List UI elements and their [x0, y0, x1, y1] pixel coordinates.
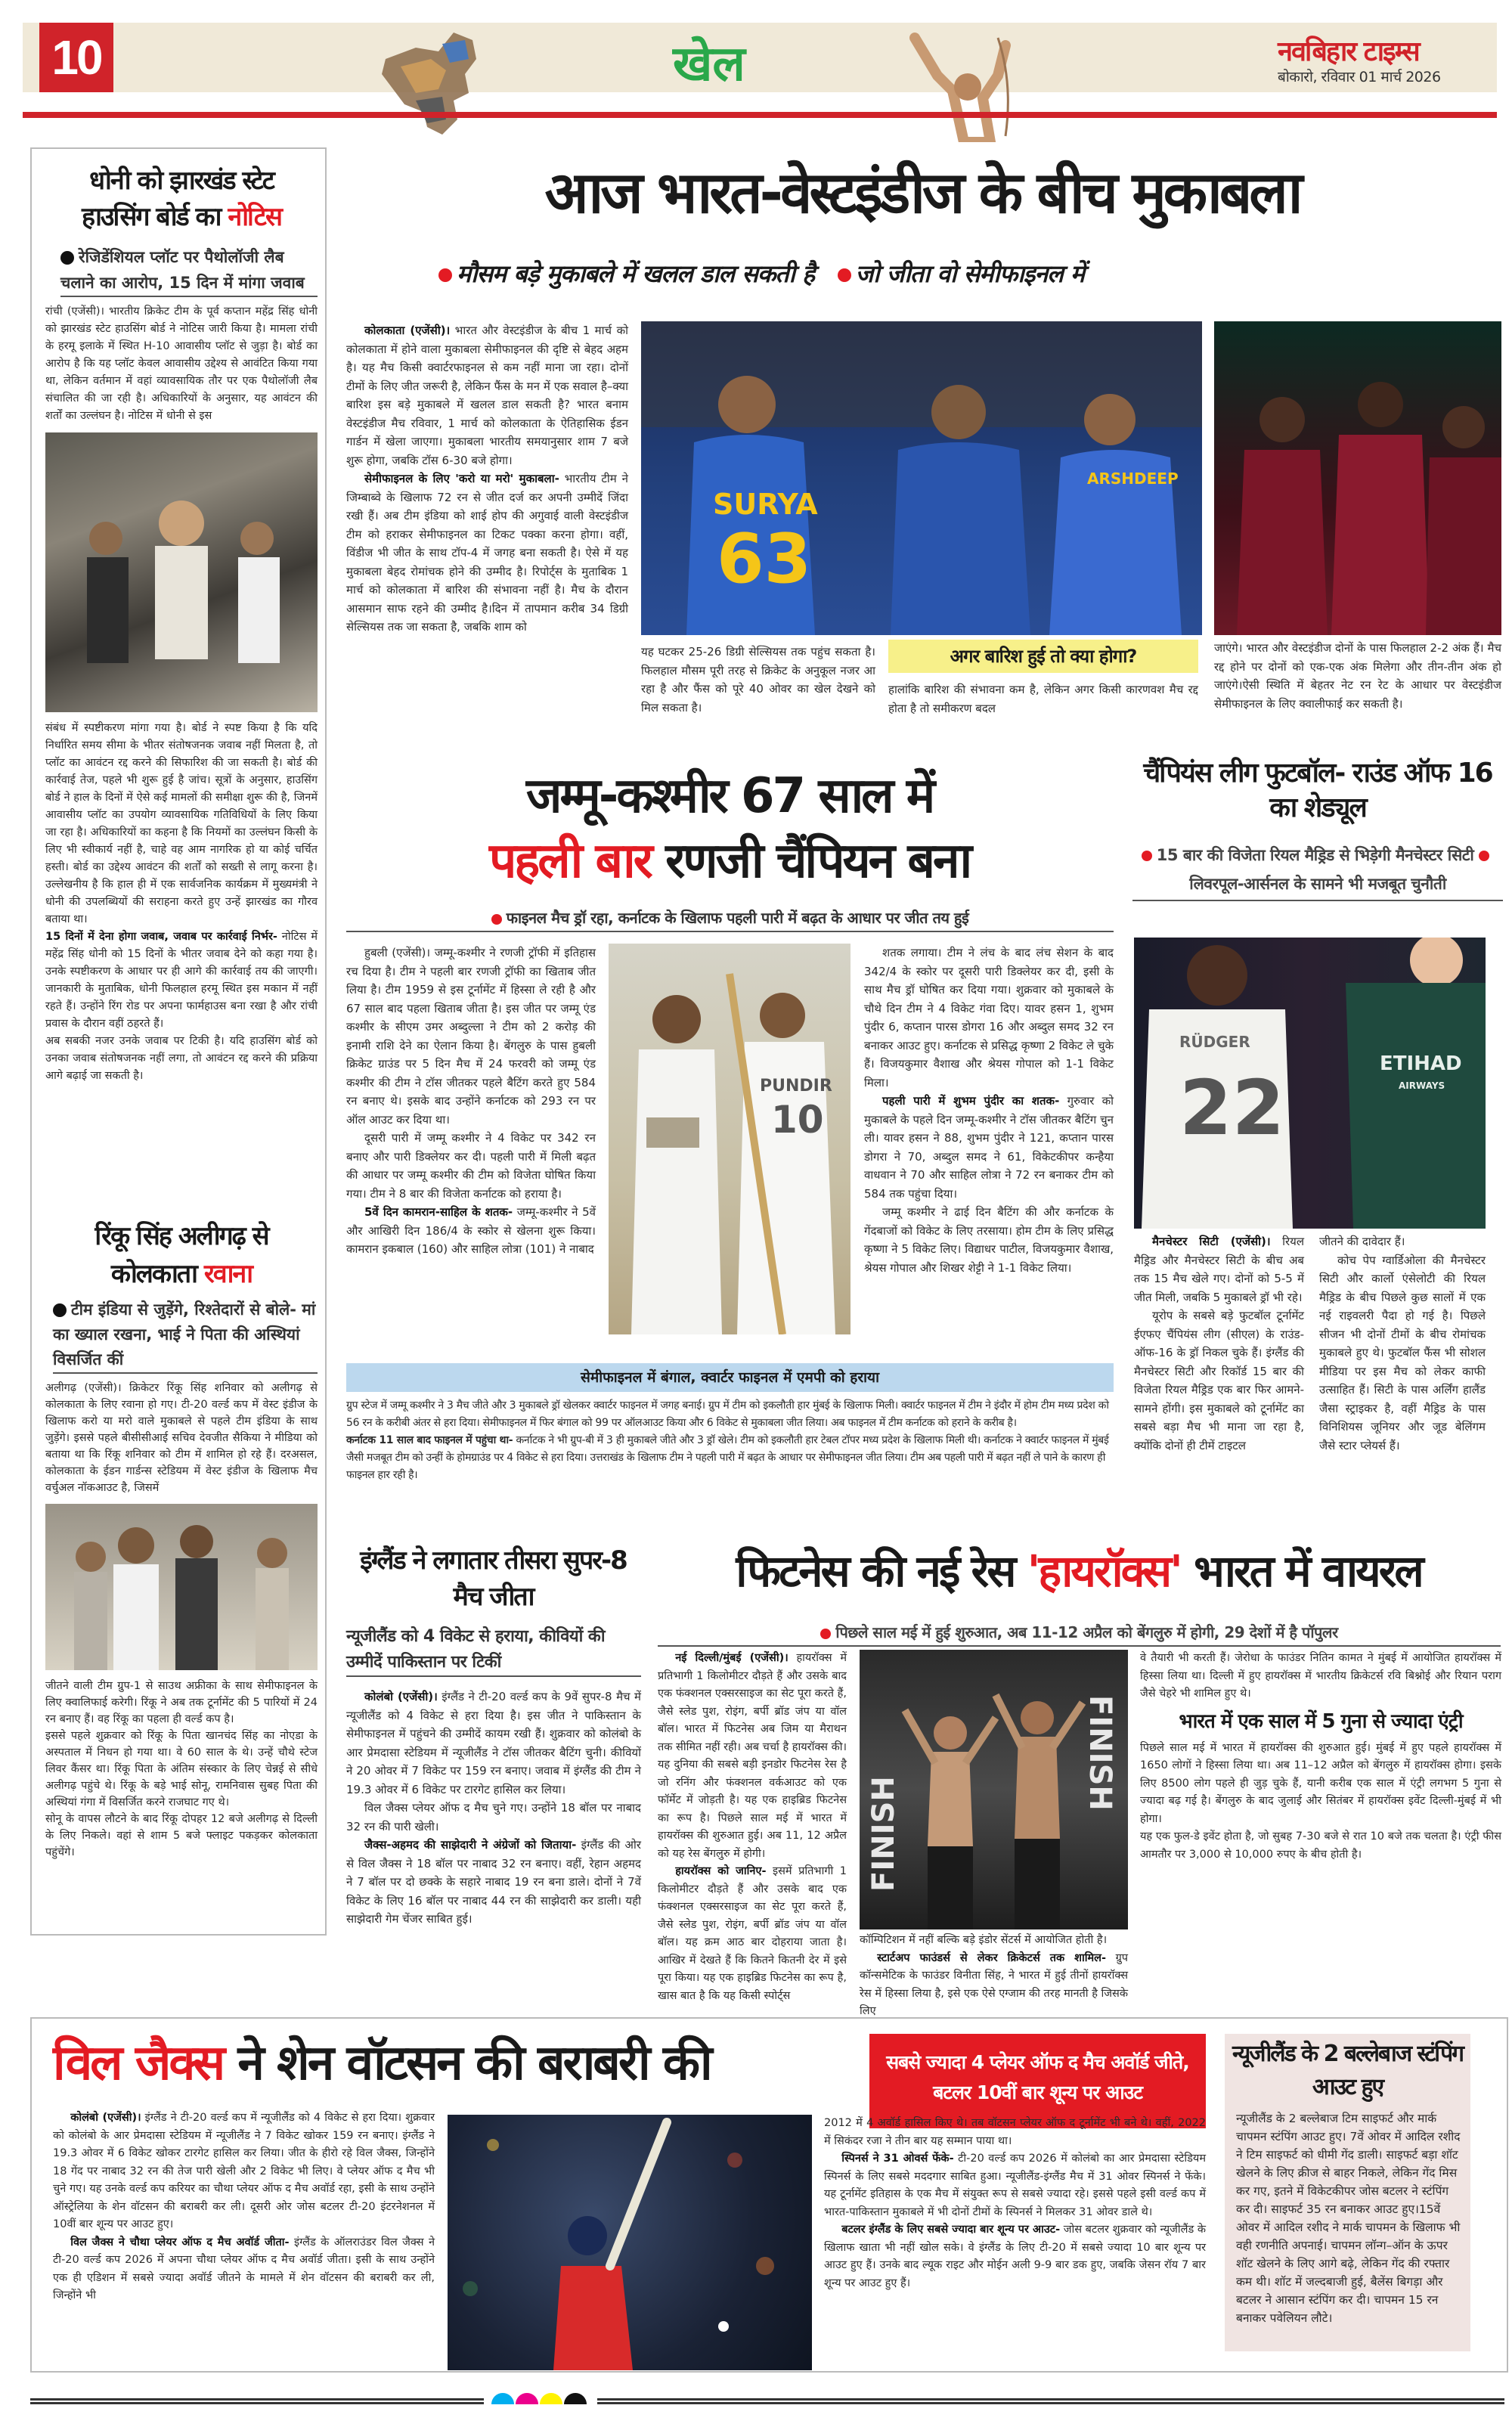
- ind-wi-body-5: जाएंगे। भारत और वेस्टइंडीज दोनों के पास फिलहाल 2-2 अंक हैं। मैच रद्द होने पर दोनों को एक-एक अंक मिलेगा और तीन-तीन अंक हो जाएंगे।ऐसी स्थिति में बेहतर नेट रन रेट के आधार पर वेस्टइंडीज सेमीफाइनल के लिए क्वालीफाई कर सकती है।: [1214, 641, 1501, 711]
- rain-box-title: अगर बारिश हुई तो क्या होगा?: [888, 640, 1198, 673]
- eng-nz-dateline: कोलंबो (एजेंसी)।: [364, 1690, 438, 1703]
- bullet-icon: [1479, 851, 1489, 861]
- jk-players-photo: [609, 944, 850, 1334]
- ucl-col2-p2: कोच पेप ग्वार्डिओला की मैनचेस्टर सिटी और कार्लो एंसेलोटी की रियल मैड्रिड के बीच पिछले कुछ सालों में एक नई राइवलरी पैदा हो गई है। पिछले सीजन भी दोनों टीमों के बीच रोमांचक मुकाबले हुए थे। फुटबॉल फैंस भी सोशल मीडिया पर इस मैच को लेकर काफी उत्साहित हैं। सिटी के पास अर्लिंग हालैंड जैसा स्ट्राइकर है, वहीं मैड्रिड के पास विनिशियस जूनियर और जूड बेलिंगम जैसे स्टार प्लेयर्स हैं।: [1319, 1253, 1486, 1452]
- dhoni-story: [45, 163, 318, 1085]
- bullet-icon: [820, 1629, 831, 1639]
- rinku-body-1: अलीगढ़ (एजेंसी)। क्रिकेटर रिंकू सिंह शनिवार को अलीगढ़ से कोलकाता के लिए रवाना हो गए। टी-20 वर्ल्ड कप में वेस्ट इंडीज के खिलाफ करो या मरो वाले मुकाबले से पहले टीम इंडिया के साथ जुड़ेंगे। इससे पहले बीसीसीआई सचिव देवजीत सैकिया ने मीडिया को बताया था कि रिंकू शनिवार को टीम में शामिल हो रहे हैं। दरअसल, कोलकाता के ईडन गार्डन्स स्टेडियम में वेस्ट इंडीज के खिलाफ मैच वर्चुअल नॉकआउट है, जिसमें: [45, 1382, 318, 1494]
- dhoni-body-1: रांची (एजेंसी)। भारतीय क्रिकेट टीम के पूर्व कप्तान महेंद्र सिंह धोनी को झारखंड स्टेट हाउसिंग बोर्ड ने नोटिस जारी किया है। मामला रांची के हरमू इलाके में स्थित H-10 आवासीय प्लॉट से जुड़ा है। बोर्ड का आरोप है कि यह प्लॉट केवल आवासीय उद्देश्य से आवंटित किया गया था, लेकिन वर्तमान में वहां व्यावसायिक तौर पर एक पैथोलॉजी लैब संचालित की जा रही है। अधिकारियों के अनुसार, यह आवंटन की शर्तों का उल्लंघन है। नोटिस में धोनी से इस: [45, 305, 318, 422]
- newspaper-name: नवबिहार टाइम्स: [1278, 36, 1419, 67]
- hyrox-col3-p3: यह एक फुल-डे इवेंट होता है, जो सुबह 7-30 बजे से रात 10 बजे तक चलता है। एंट्री फीस आमतौर पर 3,000 से 10,000 रुपए के बीच होती है।: [1140, 1830, 1501, 1861]
- jacks-col1-p2-lead: विल जैक्स ने चौथा प्लेयर ऑफ द मैच अवॉर्ड जीता-: [70, 2236, 290, 2249]
- bullet-icon: [491, 914, 502, 925]
- dhoni-subhead: [60, 244, 318, 297]
- jk-band-p2: कर्नाटक ने भी ग्रुप-बी में 3 ही मुकाबले जीते और 3 ड्रॉ खेले। टीम को इकलौती हार टेबल टॉपर मध्य प्रदेश के खिलाफ मिली थी। कर्नाटक ने क्वार्टर फाइनल में मुंबई जैसी मजबूत टीम को उन्हीं के होमग्राउंड पर 4 विकेट से हरा दिया। उत्तराखंड के खिलाफ टीम ने पहली पारी में बढ़त के आधार पर सेमीफाइनल जीत लिया। टीम अब पहली पारी में बढ़त नहीं ले पाने के कारण ही फाइनल हार रही है।: [346, 1434, 1109, 1481]
- jacks-headline-red: विल जैक्स: [53, 2035, 224, 2091]
- ind-wi-dateline: कोलकाता (एजेंसी)।: [364, 324, 451, 337]
- jersey-number-text: 63: [717, 519, 812, 599]
- sponsor-text: ETIHAD: [1380, 1052, 1462, 1075]
- dhoni-crowd-photo: [45, 432, 318, 712]
- jacks-col2-p2-lead: स्पिनर्स ने 31 ओवर्स फेंके-: [841, 2153, 954, 2165]
- dhoni-body-4: अब सबकी नजर उनके जवाब पर टिकी है। यदि हाउसिंग बोर्ड को उनका जवाब संतोषजनक नहीं लगा, तो आवंटन रद्द करने की प्रक्रिया आगे बढ़ाई जा सकती है।: [45, 1035, 318, 1082]
- jk-col1-p3: जम्मू-कश्मीर ने 5वें और आखिरी दिन 186/4 के स्कोर से खेलना शुरू किया। कामरान इकबाल (160) और साहिल लोत्रा (101) ने नाबाद: [346, 1205, 596, 1256]
- hyrox-photo-caption: [860, 1932, 1128, 2021]
- ind-wi-body: [346, 321, 628, 637]
- section-title: खेल: [673, 36, 745, 92]
- rinku-headline-line2: कोलकाता: [110, 1259, 197, 1289]
- ind-wi-bullet-1: मौसम बड़े मुकाबले में खलल डाल सकती है: [457, 259, 815, 288]
- archer-statue-image: [892, 30, 1043, 142]
- bullet-icon: [1142, 851, 1152, 861]
- ucl-col-2: [1319, 1232, 1486, 1455]
- jk-band-title: सेमीफाइनल में बंगाल, क्वार्टर फाइनल में एमपी को हराया: [346, 1363, 1114, 1392]
- rinku-subhead-text: टीम इंडिया से जुड़ेंगे, रिश्तेदारों से बोले- मां का ख्याल रखना, भाई ने पिता की अस्थियां विसर्जित कीं: [53, 1300, 316, 1368]
- jk-col-1: [346, 944, 596, 1259]
- eng-nz-body-3: इंग्लैंड की ओर से विल जैक्स ने 18 बॉल पर नाबाद 32 रन बनाए। वहीं, रेहान अहमद ने 7 बॉल पर दो छक्के के सहारे नाबाद 19 रन बना डाले। दोनों ने 7वें विकेट के लिए 16 बॉल पर नाबाद 44 रन की साझेदारी कर डाली। यही साझेदारी गेम चेंजर साबित हुई।: [346, 1838, 642, 1926]
- jk-subhead-text: फाइनल मैच ड्रॉ रहा, कर्नाटक के खिलाफ पहली पारी में बढ़त के आधार पर जीत तय हुई: [506, 909, 969, 927]
- jk-band-p1: ग्रुप स्टेज में जम्मू कश्मीर ने 3 मैच जीते और 3 मुकाबले ड्रॉ खेलकर क्वार्टर फाइनल में जगह बनाई। ग्रुप में टीम को इकलौती हार मुंबई के खिलाफ मिली। क्वार्टर फाइनल में टीम ने इंदौर में होम टीम मध्य प्रदेश को 56 रन के करीबी अंतर से हरा दिया। सेमीफाइनल में फिर बंगाल को 99 पर ऑलआउट किया और 6 विकेट से मुकाबला जीत लिया। अब फाइनल में टीम कर्नाटक को हराने के करीब है।: [346, 1399, 1109, 1429]
- jk-band-body: [346, 1397, 1114, 1484]
- jk-col2-p3: जम्मू कश्मीर ने ढाई दिन बैटिंग की और कर्नाटक के गेंदबाजों को विकेट के लिए तरसाया। होम टीम के लिए प्रसिद्ध कृष्णा ने 5 विकेट लिए। विद्याधर पाटील, विजयकुमार वैशाख, श्रेयस गोपाल और शिखर शेट्टी ने 1-1 विकेट लिया।: [864, 1205, 1114, 1275]
- ind-wi-body-2-lead: सेमीफाइनल के लिए 'करो या मरो' मुकाबला-: [364, 472, 559, 485]
- rinku-family-photo: [45, 1504, 318, 1670]
- rinku-headline-red: रवाना: [203, 1259, 253, 1289]
- hyrox-col-3: [1140, 1650, 1501, 1864]
- dhoni-headline-line2: हाउसिंग बोर्ड का: [82, 202, 221, 232]
- jk-col1-p3-lead: 5वें दिन कामरान-साहिल के शतक-: [364, 1205, 513, 1219]
- jacks-col-1: [53, 2109, 435, 2305]
- jersey-name-text-2: ARSHDEEP: [1087, 470, 1179, 488]
- ind-wi-bullets: [438, 257, 1421, 290]
- ucl-bullet-1: 15 बार की विजेता रियल मैड्रिड से भिड़ेगी मैनचेस्टर सिटी: [1156, 846, 1474, 864]
- print-rule-right: [597, 2398, 1504, 2404]
- rinku-headline: [45, 1217, 318, 1293]
- ind-wi-headline: आज भारत-वेस्टइंडीज के बीच मुकाबला: [544, 159, 1300, 226]
- ucl-headline: चैंपियंस लीग फुटबॉल- राउंड ऑफ 16 का शेड्यूल: [1143, 758, 1492, 823]
- rinku-headline-line1: रिंकू सिंह अलीगढ़ से: [94, 1221, 268, 1251]
- dhoni-body-3: [45, 928, 318, 1033]
- finish-banner-text-right: FINISH: [1083, 1695, 1117, 1811]
- ucl-col1-p1: रियल मैड्रिड और मैनचेस्टर सिटी के बीच अब तक 15 मैच खेले गए। दोनों को 5-5 में जीत मिली, जबकि 5 मुकाबले ड्रॉ भी रहे।: [1134, 1235, 1304, 1304]
- west-indies-team-photo: [1214, 321, 1501, 635]
- dhoni-body-2: संबंध में स्पष्टीकरण मांगा गया है। बोर्ड ने स्पष्ट किया है कि यदि निर्धारित समय सीमा के भीतर संतोषजनक जवाब नहीं मिलता है, तो प्लॉट का आवंटन रद्द करने की सिफारिश की जा सकती है। बोर्ड की कार्रवाई तेज, पहले भी शुरू हुई है जांच। सूत्रों के अनुसार, हाउसिंग बोर्ड ने हाल के दिनों में ऐसे कई मामलों की समीक्षा शुरू की है, जिनमें आवासीय प्लॉट का उपयोग व्यावसायिक गतिविधियों के लिए किया जा रहा है। अधिकारियों का कहना है कि नियमों का उल्लंघन किसी के लिए भी स्वीकार्य नहीं है, चाहे वह आम नागरिक हो या कोई चर्चित हस्ती। बोर्ड का उद्देश्य आवंटन की शर्तों को सख्ती से लागू करना है। उल्लेखनीय है कि हाल ही में एक सार्वजनिक कार्यक्रम में मुख्यमंत्री ने धोनी की उपलब्धियों की सराहना करते हुए उन्हें झारखंड का गौरव बताया था।: [45, 722, 318, 925]
- dhoni-headline-line1: धोनी को झारखंड स्टेट: [89, 166, 274, 196]
- hyrox-athletes-photo: [860, 1650, 1128, 1929]
- finish-banner-text-left: FINISH: [866, 1776, 901, 1892]
- jersey-number-text: 22: [1179, 1064, 1285, 1152]
- masthead-band: [23, 23, 1497, 92]
- jacks-col1-p1: इंग्लैंड ने टी-20 वर्ल्ड कप में न्यूजीलैंड को 4 विकेट से हरा दिया। शुक्रवार को कोलंबो के आर प्रेमदासा स्टेडियम में न्यूजीलैंड ने 7 विकेट खोकर 159 रन बनाए। इंग्लैंड ने 19.3 ओवर में 6 विकेट खोकर टारगेट हासिल कर लिया। जीत के हीरो रहे विल जैक्स, जिन्होंने 18 गेंद पर नाबाद 32 रन की तेज पारी खेली और 2 विकेट भी लिए। वे प्लेयर ऑफ द मैच भी चुने गए। यह उनके वर्ल्ड कप करियर का चौथा प्लेयर ऑफ द मैच अवॉर्ड रहा, इसी के साथ उन्होंने ऑस्ट्रेलिया के शेन वॉटसन की बराबरी कर ली। दूसरी ओर जोस बटलर टी-20 इंटरनेशनल में 10वीं बार शून्य पर आउट हुए।: [53, 2112, 435, 2230]
- jersey-name-text: PUNDIR: [760, 1077, 832, 1096]
- jk-subhead: [346, 907, 1114, 932]
- jacks-headline-text: ने शेन वॉटसन की बराबरी की: [237, 2035, 711, 2091]
- eng-nz-body-3-lead: जैक्स-अहमद की साझेदारी ने अंग्रेजों को जिताया-: [364, 1838, 577, 1852]
- hyrox-dateline: नई दिल्ली/मुंबई (एजेंसी)।: [675, 1652, 789, 1664]
- ind-wi-body-2: भारतीय टीम ने जिम्बाब्वे के खिलाफ 72 रन से जीत दर्ज कर अपनी उम्मीदें जिंदा रखी हैं। अब टीम इंडिया को शाई होप की अगुवाई वाली वेस्टइंडीज टीम को हराकर सेमीफाइनल का टिकट पक्का करना होगा। वहीं, विंडीज भी जीत के साथ टॉप-4 में जगह बना सकती है। ऐसे में यह मुकाबला बेहद रोमांचक होने की उम्मीद है। रिपोर्ट्स के मुताबिक 1 मार्च को कोलकाता में बारिश की संभावना नहीं है। मैच के दौरान आसमान साफ रहने की उम्मीद है।दिन में तापमान करीब 34 डिग्री सेल्सियस तक जा सकता है, जबकि शाम को: [346, 472, 628, 634]
- hyrox-col1-p1: हायरॉक्स में प्रतिभागी 1 किलोमीटर दौड़ते हैं और उसके बाद एक फंक्शनल एक्सरसाइज का सेट पूरा करते हैं, जैसे स्लेड पुश, रोइंग, बर्पी ब्रॉड जंप या वॉल बॉल। भारत में फिटनेस अब जिम या मैराथन तक सीमित नहीं रही। अब चर्चा है हायरॉक्स की। यह दुनिया की सबसे बड़ी इनडोर फिटनेस रेस है जो रनिंग और फंक्शनल वर्कआउट को एक फॉर्मेट में जोड़ती है। यह एक हाइब्रिड फिटनेस का रूप है। पिछले साल मई में भारत में हायरॉक्स की शुरुआत हुई। अब 11, 12 अप्रैल को यह रेस बेंगलुरु में होगी।: [658, 1652, 847, 1860]
- dhoni-headline: [45, 163, 318, 235]
- hyrox-col3-p2: पिछले साल मई में भारत में हायरॉक्स की शुरुआत हुई। मुंबई में हुए पहले हायरॉक्स में 1650 लोगों ने हिस्सा लिया था। अब 11–12 अप्रैल को बेंगलुरु में हायरॉक्स होगा। इसके लिए 8500 लोग पहले ही जुड़ चुके हैं, यानी करीब एक साल में एंट्री लगभग 5 गुना से ज्यादा बढ़ गई है। बेंगलुरु के बाद जुलाई और सितंबर में हायरॉक्स इवेंट दिल्ली-मुंबई में भी होगा।: [1140, 1741, 1501, 1825]
- cmyk-registration-marks: [491, 2393, 588, 2407]
- hyrox-photo-caption-text: कॉम्पिटिशन में नहीं बल्कि बड़े इंडोर सेंटर्स में आयोजित होती है।: [860, 1934, 1108, 1946]
- ucl-col-1: [1134, 1232, 1304, 1455]
- hyrox-headline-1: फिटनेस की नई रेस: [736, 1545, 1015, 1597]
- jersey-number-text: 10: [771, 1098, 824, 1142]
- dhoni-body-3-text: नोटिस में महेंद्र सिंह धोनी को 15 दिनों के भीतर जवाब देने को कहा गया है। उनके स्पष्टीकरण के आधार पर ही आगे की कार्रवाई तय की जाएगी। जानकारी के मुताबिक, धोनी फिलहाल हरमू स्थित इस मकान में नहीं रहते हैं। उन्होंने रिंग रोड पर अपना फार्महाउस बना रखा है और रांची प्रवास के दौरान वहीं ठहरते हैं।: [45, 931, 318, 1030]
- hyrox-col1-p2: इसमें प्रतिभागी 1 किलोमीटर दौड़ते हैं और उसके बाद एक फंक्शनल एक्सरसाइज का सेट पूरा करते हैं, जैसे स्लेड पुश, रोइंग, बर्पी ब्रॉड जंप या वॉल बॉल। यह क्रम आठ बार दोहराया जाता है। आखिर में देखते हैं कि कितने कितनी देर में इसे पूरा किया। यह एक हाइब्रिड फिटनेस का रूप है, खास बात है कि यह किसी स्पोर्ट्स: [658, 1865, 847, 2002]
- bullet-icon: [53, 1303, 67, 1317]
- ind-wi-bullet-2: जो जीता वो सेमीफाइनल में: [855, 259, 1085, 288]
- rinku-body-3: इससे पहले शुक्रवार को रिंकू के पिता खानचंद सिंह का नोएडा के अस्पताल में निधन हो गया था। वे 60 साल के थे। उन्हें चौथे स्टेज लिवर कैंसर था। रिंकू पिता के अंतिम संस्कार के लिए चेन्नई से सीधे अलीगढ़ पहुंचे थे। रिंकू के बड़े भाई सोनू, रामनिवास सुबह पिता की अस्थियां गंगा में विसर्जित करने राजघाट गए थे।: [45, 1730, 318, 1809]
- ind-wi-body-1: भारत और वेस्टइंडीज के बीच 1 मार्च को कोलकाता में होने वाला मुकाबला सेमीफाइनल की दृष्टि से बेहद अहम है। यह मैच किसी क्वार्टरफाइनल से कम नहीं माना जा रहा। दोनों टीमों के लिए जीत जरूरी है, लेकिन फैंस के मन में एक सवाल है–क्या बारिश इस बड़े मुकाबले में खलल डाल सकती है? भारत बनाम वेस्टइंडीज मैच रविवार, 1 मार्च को कोलकाता के ऐतिहासिक ईडन गार्डन में खेला जाएगा। मुकाबला भारतीय समयानुसार शाम 7 बजे शुरू होगा, जबकि टॉस 6-30 बजे होगा।: [346, 324, 628, 467]
- jersey-name-text: SURYA: [713, 488, 818, 521]
- ucl-dateline: मैनचेस्टर सिटी (एजेंसी)।: [1152, 1235, 1271, 1248]
- jersey-name-text: RÜDGER: [1179, 1033, 1250, 1051]
- jk-col2-p1: शतक लगाया। टीम ने लंच के बाद लंच सेशन के बाद 342/4 के स्कोर पर दूसरी पारी डिक्लेयर कर दी, इसी के साथ मैच ड्रॉ घोषित कर दिया गया। शुक्रवार को मुकाबले के चौथे दिन टीम ने 4 विकेट गंवा दिए। यावर हसन 1, शुभम पुंदीर 6, कप्तान पारस डोगरा 16 और अब्दुल समद 32 रन बनाकर आउट हुए। कर्नाटक से प्रसिद्ध कृष्णा 2 विकेट ले चुके हैं। विजयकुमार वैशाख और श्रेयस गोपाल को 1-1 विकेट मिला।: [864, 946, 1114, 1089]
- rinku-body-4: सोनू के वापस लौटने के बाद रिंकू दोपहर 12 बजे अलीगढ़ से दिल्ली के लिए निकले। वहां से शाम 5 बजे फ्लाइट पकड़कर कोलकाता पहुंचेंगे।: [45, 1813, 318, 1858]
- cyan-mark-icon: [491, 2393, 514, 2404]
- ucl-bullet-2: लिवरपूल-आर्सनल के सामने भी मजबूत चुनौती: [1189, 875, 1446, 893]
- jacks-dateline: कोलंबो (एजेंसी)।: [70, 2112, 141, 2124]
- rinku-story: [45, 1217, 318, 1861]
- yellow-mark-icon: [540, 2393, 562, 2404]
- bullet-icon: [438, 268, 452, 282]
- nz-stumping-body: न्यूजीलैंड के 2 बल्लेबाज टिम साइफर्ट और मार्क चापमन स्टंपिंग आउट हुए। 7वें ओवर में आदिल रशीद ने टिम साइफर्ट को धीमी गेंद डाली। साइफर्ट बड़ा शॉट खेलने के लिए क्रीज से बाहर निकले, लेकिन गेंद मिस कर गए, इतने में विकेटकीपर जोस बटलर ने स्टंपिंग कर दी। साइफर्ट 35 रन बनाकर आउट हुए।15वें ओवर में आदिल रशीद ने मार्क चापमन के खिलाफ भी वही रणनीति अपनाई। चापमन लॉन्ग–ऑन के ऊपर शॉट खेलने के लिए आगे बढ़े, लेकिन गेंद की रफ्तार कम थी। शॉट में जल्दबाजी हुई, बैलेंस बिगड़ा और बटलर ने आसान स्टंपिंग कर दी। चापमन 15 रन बनाकर पवेलियन लौटे।: [1236, 2112, 1461, 2325]
- jacks-red-box: सबसे ज्यादा 4 प्लेयर ऑफ द मैच अवॉर्ड जीते, बटलर 10वीं बार शून्य पर आउट: [869, 2034, 1206, 2128]
- jacks-col1-p2: इंग्लैंड के ऑलराउंडर विल जैक्स ने टी-20 वर्ल्ड कप 2026 में अपना चौथा प्लेयर ऑफ द मैच अवॉर्ड जीता। इसी के साथ उन्होंने एक ही एडिशन में सबसे ज्यादा अवॉर्ड जीतने के मामले में शेन वॉटसन की बराबरी कर ली, जिन्होंने भी: [53, 2236, 435, 2301]
- jacks-col2-p3-lead: बटलर इंग्लैंड के लिए सबसे ज्यादा बार शून्य पर आउट-: [841, 2224, 1061, 2236]
- hyrox-subhead-text: पिछले साल मई में हुई शुरुआत, अब 11-12 अप्रैल को बेंगलुरु में होगी, 29 देशों में है पॉपुलर: [835, 1623, 1338, 1641]
- page-number: 10: [39, 23, 113, 92]
- eng-nz-subhead: न्यूजीलैंड को 4 विकेट से हराया, कीवियों की उम्मीदें पाकिस्तान पर टिकीं: [346, 1624, 641, 1677]
- jk-col-2: [864, 944, 1114, 1277]
- india-team-photo: [641, 321, 1202, 635]
- jacks-col-2: [824, 2115, 1206, 2292]
- magenta-mark-icon: [516, 2393, 538, 2404]
- nz-stumping-title: न्यूजीलैंड के 2 बल्लेबाज स्टंपिंग आउट हुए: [1232, 2041, 1464, 2100]
- jharkhand-map-collage-image: [370, 29, 552, 142]
- ind-wi-body-3: यह घटकर 25-26 डिग्री सेल्सियस तक पहुंच सकता है। फिलहाल मौसम पूरी तरह से क्रिकेट के अनुकूल नजर आ रहा है और फैंस को पूरे 40 ओवर का खेल देखने को मिल सकता है।: [641, 645, 875, 714]
- eng-nz-body-1: इंग्लैंड ने टी-20 वर्ल्ड कप के 9वें सुपर-8 मैच में न्यूजीलैंड को 4 विकेट से हरा दिया है। इस जीत ने पाकिस्तान के सेमीफाइनल में पहुंचने की उम्मीदें कायम रखी हैं। शुक्रवार को कोलंबो के आर प्रेमदासा स्टेडियम में न्यूजीलैंड ने टॉस जीतकर बैटिंग चुनी। कीवियों ने 20 ओवर में 7 विकेट पर 159 रन बनाए। जवाब में इंग्लैंड की टीम ने 19.3 ओवर में 6 विकेट पर टारगेट हासिल कर लिया।: [346, 1690, 641, 1796]
- will-jacks-batting-photo: [448, 2115, 812, 2370]
- ucl-col1-p2: यूरोप के सबसे बड़े फुटबॉल टूर्नामेंट ईएफए चैंपियंस लीग (सीएल) के राउंड-ऑफ-16 के ड्रॉ निकल चुके हैं। इंग्लैंड की मैनचेस्टर सिटी और रिकॉर्ड 15 बार की विजेता रियल मैड्रिड एक बार फिर आमने-सामने होंगी। इस मुकाबले को टूर्नामेंट का सबसे बड़ा मैच भी माना जा रहा है, क्योंकि दोनों ही टीमें टाइटल: [1134, 1309, 1304, 1452]
- rinku-body-2: जीतने वाली टीम ग्रुप-1 से साउथ अफ्रीका के साथ सेमीफाइनल के लिए क्वालिफाई करेगी। रिंकू ने अब तक टूर्नामेंट की 5 पारियों में 24 रन बनाए हैं। वह रिंकू का पहला ही वर्ल्ड कप है।: [45, 1680, 318, 1725]
- hyrox-headline-2: भारत में वायरल: [1194, 1545, 1422, 1597]
- ucl-players-photo: [1134, 938, 1486, 1229]
- ind-wi-body-4: हालांकि बारिश की संभावना कम है, लेकिन अगर किसी कारणवश मैच रद्द होता है तो समीकरण बदल: [888, 683, 1198, 715]
- hyrox-col3-title: भारत में एक साल में 5 गुना से ज्यादा एंट्री: [1179, 1709, 1463, 1733]
- eng-nz-body: [346, 1688, 641, 1929]
- dhoni-headline-red: नोटिस: [228, 202, 281, 232]
- hyrox-headline-red: 'हायरॉक्स': [1027, 1545, 1181, 1597]
- jacks-col2-p1: 2012 में 4 अवॉर्ड हासिल किए थे। तब वॉटसन प्लेयर ऑफ द टूर्नामेंट भी बने थे। वहीं, 2022 में सिकंदर रजा ने तीन बार यह सम्मान पाया था।: [824, 2117, 1206, 2147]
- jacks-col2-p2: टी-20 वर्ल्ड कप 2026 में कोलंबो का आर प्रेमदासा स्टेडियम स्पिनर्स के लिए सबसे मददगार साबित हुआ। न्यूजीलैंड-इंग्लैंड मैच में 31 ओवर स्पिनर्स ने फेंके। यह टूर्नामेंट इतिहास के एक मैच में संयुक्त रूप से सबसे ज्यादा रहे। इससे पहले इसी वर्ल्ड कप में भारत-पाकिस्तान मुकाबले में भी दोनों टीमों के स्पिनर्स ने मिलकर 31 ओवर डाले थे।: [824, 2153, 1206, 2218]
- jacks-headline: [53, 2032, 862, 2094]
- hyrox-col2-p2-lead: स्टार्टअप फाउंडर्स से लेकर क्रिकेटर्स तक शामिल-: [877, 1951, 1107, 1964]
- ucl-col2-p1: जीतने की दावेदार हैं।: [1319, 1235, 1405, 1248]
- hyrox-col2-p2: ग्रुप कॉन्समेटिक के फाउंडर विनीता सिंह, ने भारत में हुई तीनों हायरॉक्स रेस में हिस्सा लिया है, इसे एक ऐसे एग्जाम की तरह मानती है जिसके लिए: [860, 1951, 1128, 2017]
- hyrox-col1-p2-lead: हायरॉक्स को जानिए-: [675, 1865, 767, 1877]
- jk-col2-p2: गुरुवार को मुकाबले के पहले दिन जम्मू-कश्मीर ने टॉस जीतकर बैटिंग चुन ली। यावर हसन ने 88, शुभम पुंदीर ने 121, कप्तान पारस डोगरा ने 70, अब्दुल समद ने 61, विकेटकीपर कन्हैया वाधवान ने 70 और साहिल लोत्रा ने 72 रन बनाकर टीम को 584 तक पहुंचा दिया।: [864, 1094, 1114, 1201]
- dhoni-subhead-text: रेजिडेंशियल प्लॉट पर पैथोलॉजी लैब चलाने का आरोप, 15 दिन में मांगा जवाब: [60, 248, 305, 292]
- dateline: बोकारो, रविवार 01 मार्च 2026: [1278, 69, 1441, 85]
- jk-col1-p2: दूसरी पारी में जम्मू कश्मीर ने 4 विकेट पर 342 रन बनाए और पारी डिक्लेयर कर दी। पहली पारी में मिली बढ़त की आधार पर जम्मू कश्मीर की टीम को विजेता घोषित किया गया। टीम ने 8 बार की विजेता कर्नाटक को हराया है।: [346, 1131, 596, 1201]
- hyrox-col-1: [658, 1650, 847, 2005]
- bullet-icon: [838, 268, 851, 282]
- jk-band-p2-lead: कर्नाटक 11 साल बाद फाइनल में पहुंचा था-: [346, 1434, 513, 1446]
- bullet-icon: [60, 251, 74, 265]
- black-mark-icon: [564, 2393, 587, 2404]
- jk-headline-line2: रणजी चैंपियन बना: [665, 833, 971, 889]
- sponsor-sub-text: AIRWAYS: [1399, 1080, 1445, 1091]
- eng-nz-body-2: विल जैक्स प्लेयर ऑफ द मैच चुने गए। उन्होंने 18 बॉल पर नाबाद 32 रन की पारी खेली।: [346, 1801, 641, 1833]
- print-rule-left: [30, 2398, 484, 2404]
- hyrox-col3-p1: वे तैयारी भी करती हैं। जेरोधा के फाउंडर नितिन कामत ने मुंबई में आयोजित हायरॉक्स में हिस्सा लिया था। दिल्ली में हुए हायरॉक्स में भारतीय क्रिकेटर्स रवि बिश्नोई और रियान पराग जैसे चेहरे भी शामिल हुए थे।: [1140, 1652, 1501, 1700]
- jk-headline-line1: जम्मू-कश्मीर 67 साल में: [525, 768, 934, 824]
- dhoni-body-3-lead: 15 दिनों में देना होगा जवाब, जवाब पर कार्रवाई निर्भर-: [45, 931, 277, 943]
- jk-col1-p1: हुबली (एजेंसी)। जम्मू-कश्मीर ने रणजी ट्रॉफी में इतिहास रच दिया है। टीम ने पहली बार रणजी ट्रॉफी का खिताब जीत लिया है। टीम 1959 से इस टूर्नामेंट में हिस्सा ले रही है और 67 साल बाद पहला खिताब जीता है। इस जीत पर जम्मू एंड कश्मीर के सीएम उमर अब्दुल्ला ने टीम को 2 करोड़ की इनामी राशि देने का ऐलान किया है। बेंगलुरु के पास हुबली क्रिकेट ग्राउंड पर 5 दिन मैच में 24 फरवरी को जम्मू एंड कश्मीर की टीम ने टॉस जीतकर पहले बैटिंग करते हुए 584 रन बनाए थे। इसके बाद उन्होंने कर्नाटक को 293 रन पर ऑल आउट कर दिया था।: [346, 946, 596, 1127]
- jacks-col2-p3: जोस बटलर शुक्रवार को न्यूजीलैंड के खिलाफ खाता भी नहीं खोल सके। वे इंग्लैंड के लिए टी-20 में सबसे ज्यादा 10 बार शून्य पर आउट हुए हैं। उनके बाद ल्यूक राइट और मोईन अली 9-9 बार डक हुए, जबकि जेसन रॉय 7 बार शून्य पर आउट हुए हैं।: [824, 2224, 1206, 2289]
- eng-nz-headline: इंग्लैंड ने लगातार तीसरा सुपर-8 मैच जीता: [360, 1545, 627, 1612]
- hyrox-subhead: [658, 1622, 1501, 1647]
- hyrox-headline: [656, 1542, 1501, 1600]
- jk-col2-p2-lead: पहली पारी में शुभम पुंदीर का शतक-: [882, 1094, 1060, 1108]
- masthead-divider: [23, 112, 1497, 118]
- jk-headline-red: पहली बार: [488, 833, 651, 889]
- rinku-subhead: [53, 1297, 318, 1374]
- jk-headline: [344, 764, 1115, 894]
- ucl-bullets: [1132, 841, 1503, 901]
